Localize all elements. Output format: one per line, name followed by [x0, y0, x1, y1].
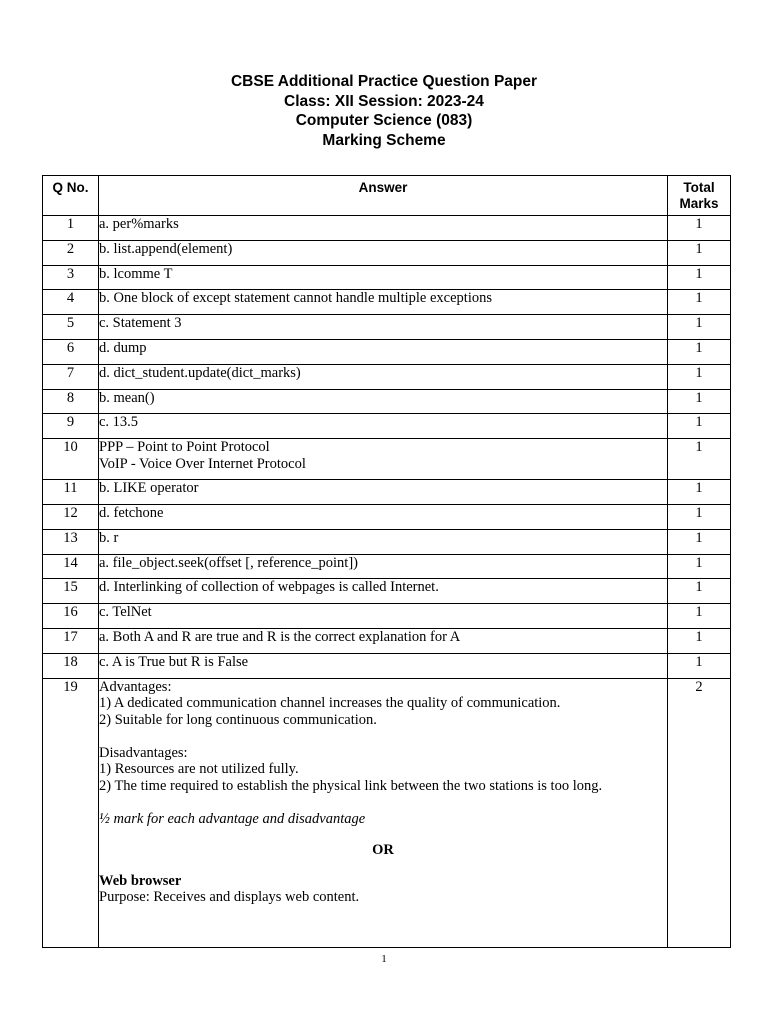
answer-text: c. Statement 3: [99, 315, 668, 340]
answer-text: d. fetchone: [99, 504, 668, 529]
table-row: [43, 604, 731, 629]
answer-text: c. A is True but R is False: [99, 653, 668, 678]
advantage-item: 2) Suitable for long continuous communication.: [99, 711, 377, 728]
answer-text: b. LIKE operator: [99, 480, 668, 505]
marks-value: 1: [668, 265, 731, 290]
table-row: [43, 339, 731, 364]
marks-value: 2: [668, 678, 731, 947]
question-number: 17: [43, 628, 99, 653]
or-separator: OR: [372, 842, 394, 859]
question-number: 13: [43, 529, 99, 554]
question-number: 14: [43, 554, 99, 579]
table-row: [43, 265, 731, 290]
question-number: 6: [43, 339, 99, 364]
table-row: [43, 315, 731, 340]
question-number: 3: [43, 265, 99, 290]
marks-value: 1: [668, 653, 731, 678]
advantages-heading: Advantages:: [99, 678, 172, 695]
answer-text: d. dump: [99, 339, 668, 364]
table-row: [43, 216, 731, 241]
title-line-class: Class: XII Session: 2023-24: [284, 92, 484, 110]
marks-value: 1: [668, 339, 731, 364]
question-number: 18: [43, 653, 99, 678]
marks-value: 1: [668, 414, 731, 439]
header-total-marks: [668, 176, 731, 216]
table-header-row: [43, 176, 731, 216]
marks-value: 1: [668, 364, 731, 389]
table-row: [43, 414, 731, 439]
table-row: [43, 554, 731, 579]
question-number: 15: [43, 579, 99, 604]
answer-text: [99, 678, 668, 947]
answer-text: c. 13.5: [99, 414, 668, 439]
table-row: [43, 240, 731, 265]
answer-text: [99, 439, 668, 480]
marking-scheme-table: [42, 175, 731, 948]
marks-value: 1: [668, 315, 731, 340]
answer-text: b. list.append(element): [99, 240, 668, 265]
answer-text: b. mean(): [99, 389, 668, 414]
disadvantage-item: 1) Resources are not utilized fully.: [99, 761, 299, 778]
table-row: [43, 389, 731, 414]
answer-text: d. Interlinking of collection of webpages is called Internet.: [99, 579, 668, 604]
header-total-label: Total: [683, 180, 715, 195]
marks-value: 1: [668, 480, 731, 505]
question-number: 19: [43, 678, 99, 947]
marks-value: 1: [668, 290, 731, 315]
disadvantages-heading: Disadvantages:: [99, 744, 188, 761]
question-number: 11: [43, 480, 99, 505]
answer-text: a. per%marks: [99, 216, 668, 241]
table-row: [43, 364, 731, 389]
header-qno: Q No.: [43, 176, 99, 216]
marks-value: 1: [668, 604, 731, 629]
question-number: 2: [43, 240, 99, 265]
question-number: 16: [43, 604, 99, 629]
table-row: [43, 579, 731, 604]
table-row: [43, 439, 731, 480]
question-number: 5: [43, 315, 99, 340]
answer-text: b. r: [99, 529, 668, 554]
table-row: [43, 480, 731, 505]
answer-text: c. TelNet: [99, 604, 668, 629]
table-row: [43, 529, 731, 554]
question-number: 8: [43, 389, 99, 414]
marks-value: 1: [668, 240, 731, 265]
header-marks-label: Marks: [679, 196, 719, 211]
question-number: 7: [43, 364, 99, 389]
answer-line: VoIP - Voice Over Internet Protocol: [99, 455, 306, 472]
header-answer: Answer: [99, 176, 668, 216]
question-number: 10: [43, 439, 99, 480]
web-browser-purpose: Purpose: Receives and displays web content.: [99, 889, 360, 906]
advantage-item: 1) A dedicated communication channel increases the quality of communication.: [99, 695, 561, 712]
answer-text: b. One block of except statement cannot handle multiple exceptions: [99, 290, 668, 315]
disadvantage-item: 2) The time required to establish the physical link between the two stations is too long.: [99, 777, 603, 794]
table-row: [43, 504, 731, 529]
marks-value: 1: [668, 579, 731, 604]
marks-value: 1: [668, 554, 731, 579]
question-number: 1: [43, 216, 99, 241]
title-line-scheme: Marking Scheme: [322, 131, 446, 149]
question-number: 9: [43, 414, 99, 439]
question-number: 4: [43, 290, 99, 315]
page-number: 1: [381, 953, 387, 965]
title-line-paper: CBSE Additional Practice Question Paper: [230, 73, 538, 90]
marks-value: 1: [668, 504, 731, 529]
marks-value: 1: [668, 389, 731, 414]
table-row: [43, 653, 731, 678]
answer-text: a. file_object.seek(offset [, reference_point]): [99, 554, 668, 579]
table-row: [43, 628, 731, 653]
title-line-subject: Computer Science (083): [295, 112, 473, 129]
question-number: 12: [43, 504, 99, 529]
marking-note: ½ mark for each advantage and disadvantage: [99, 810, 366, 827]
marks-value: 1: [668, 439, 731, 480]
web-browser-heading: Web browser: [99, 872, 182, 889]
answer-line: PPP – Point to Point Protocol: [99, 439, 270, 456]
answer-text: a. Both A and R are true and R is the correct explanation for A: [99, 628, 668, 653]
table-row: [43, 678, 731, 947]
marks-value: 1: [668, 529, 731, 554]
table-row: [43, 290, 731, 315]
document-title: [0, 72, 768, 150]
answer-text: d. dict_student.update(dict_marks): [99, 364, 668, 389]
marks-value: 1: [668, 216, 731, 241]
marks-value: 1: [668, 628, 731, 653]
answer-text: b. lcomme T: [99, 265, 668, 290]
